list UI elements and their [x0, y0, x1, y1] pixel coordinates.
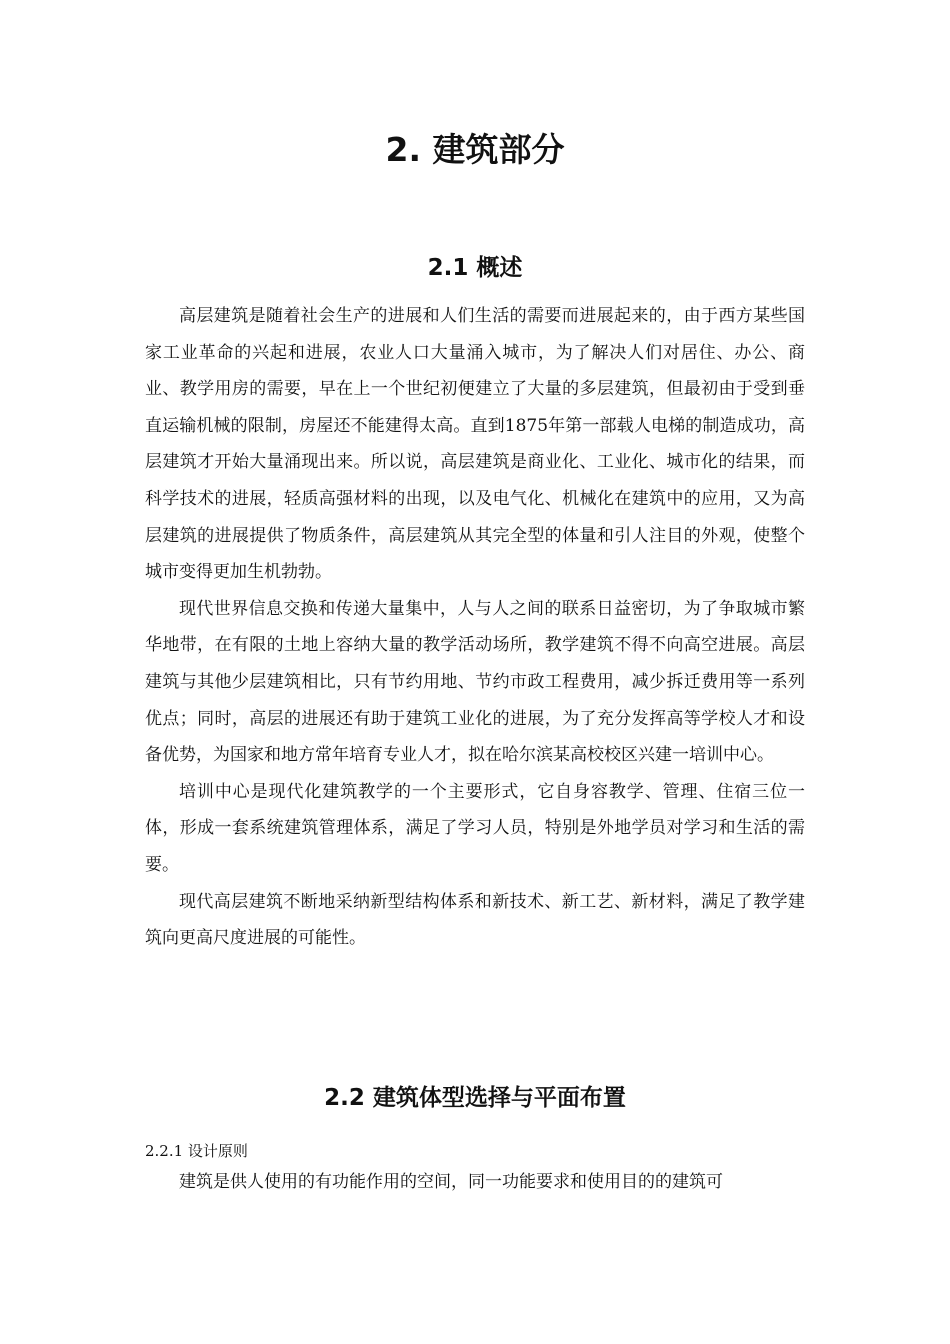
design-principles-body	[145, 1164, 805, 1201]
paragraph: 高层建筑是随着社会生产的进展和人们生活的需要而进展起来的，由于西方某些国家工业革命的兴起和进展，农业人口大量涌入城市，为了解决人们对居住、办公、商业、教学用房的需要，早在上一个世纪初便建立了大量的多层建筑，但最初由于受到垂直运输机械的限制，房屋还不能建得太高。直到1875年第一部载人电梯的制造成功，高层建筑才开始大量涌现出来。所以说，高层建筑是商业化、工业化、城市化的结果，而科学技术的进展，轻质高强材料的出现，以及电气化、机械化在建筑中的应用，又为高层建筑的进展提供了物质条件，高层建筑从其完全型的体量和引人注目的外观，使整个城市变得更加生机勃勃。	[145, 306, 805, 583]
chapter-title: 2. 建筑部分	[385, 130, 565, 169]
paragraph: 现代高层建筑不断地采纳新型结构体系和新技术、新工艺、新材料，满足了教学建筑向更高尺度进展的可能性。	[145, 891, 805, 949]
subsection-title-design-principles: 2.2.1 设计原则	[145, 1142, 248, 1160]
paragraph: 培训中心是现代化建筑教学的一个主要形式，它自身容教学、管理、住宿三位一体，形成一套系统建筑管理体系，满足了学习人员，特别是外地学员对学习和生活的需要。	[145, 781, 805, 875]
section-title-layout: 2.2 建筑体型选择与平面布置	[324, 1085, 626, 1111]
paragraph: 建筑是供人使用的有功能作用的空间，同一功能要求和使用目的的建筑可	[179, 1172, 723, 1192]
paragraph: 现代世界信息交换和传递大量集中，人与人之间的联系日益密切，为了争取城市繁华地带，在有限的土地上容纳大量的教学活动场所，教学建筑不得不向高空进展。高层建筑与其他少层建筑相比，只有节约用地、节约市政工程费用，减少拆迁费用等一系列优点；同时，高层的进展还有助于建筑工业化的进展，为了充分发挥高等学校人才和设备优势，为国家和地方常年培育专业人才，拟在哈尔滨某高校校区兴建一培训中心。	[145, 598, 805, 766]
section-title-overview: 2.1 概述	[427, 255, 523, 281]
overview-body	[145, 298, 805, 957]
